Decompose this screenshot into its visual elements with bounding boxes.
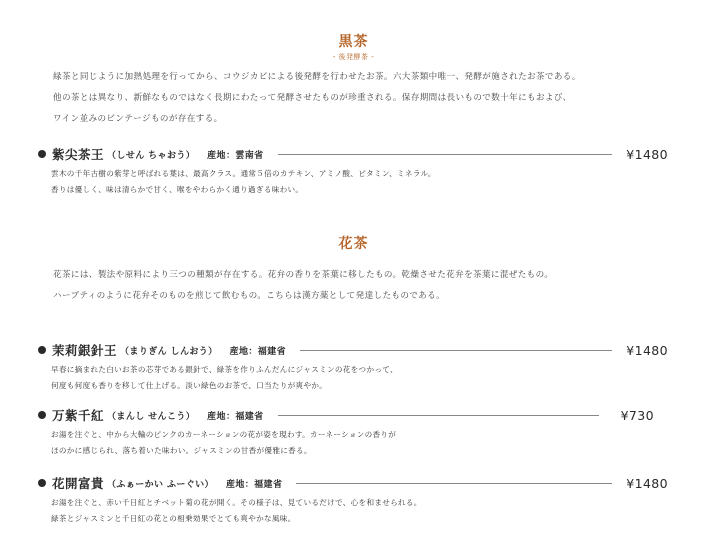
item-name: 紫尖茶王 (52, 147, 105, 162)
description-line: お湯を注ぐと、赤い千日紅とチベット菊の花が開く。その様子は、見ているだけで、心を和ませられる。 (51, 498, 422, 507)
item-origin: 産地：雲南省 (207, 150, 264, 161)
item-reading: （ふぁーかい ふーぐい） (107, 479, 214, 490)
menu-item-manshi-senkou (38, 406, 668, 459)
item-description (51, 495, 668, 527)
item-name: 茉莉銀針王 (52, 343, 118, 358)
menu-item-mari-ginshinou (38, 341, 668, 394)
description-line: 早春に摘まれた白いお茶の芯芽である銀針で、緑茶を作りふんだんにジャスミンの花をつかって、 (51, 365, 398, 374)
item-description (51, 166, 668, 198)
item-reading: （しせん ちゃおう） (107, 150, 196, 161)
bullet-icon (38, 346, 46, 354)
item-description (51, 427, 668, 459)
description-line: ほのかに感じられ、落ち着いた味わい。ジャスミンの甘香が優雅に香る。 (51, 446, 312, 455)
menu-item-fakai-fugui (38, 474, 668, 527)
paragraph-line: ワイン並みのビンテージものが存在する。 (53, 114, 223, 124)
description-line: 緑茶とジャスミンと千日紅の花との相乗効果でとても爽やかな風味。 (51, 514, 296, 523)
item-origin: 産地：福建省 (225, 479, 283, 490)
paragraph-line: 他の茶とは異なり、新鮮なものではなく長期にわたって発酵させたものが珍重される。保存期間は長いもので数十年にもおよび、 (53, 93, 572, 103)
item-origin: 産地：福建省 (207, 411, 264, 422)
dotted-leader-line (278, 154, 613, 155)
section-description-kacha (53, 265, 673, 307)
description-line: お湯を注ぐと、中から大輪のピンクのカーネーションの花が姿を現わす。カーネーションの香りが (51, 430, 397, 439)
section-title-kacha: 花茶 (338, 236, 369, 252)
item-reading: （まんし せんこう） (107, 411, 196, 422)
menu-item-shisen-chaou (38, 145, 668, 198)
paragraph-line: 花茶には、製法や原料により三つの種類が存在する。花弁の香りを茶葉に移したもの。乾燥させた花弁を茶葉に混ぜたもの。 (53, 270, 554, 280)
bullet-icon (38, 411, 46, 419)
bullet-icon (38, 479, 46, 487)
paragraph-line: ハーブティのように花弁そのものを煎じて飲むもの。こちらは漢方薬として発達したものである。 (53, 291, 446, 301)
item-price: ¥1480 (626, 146, 668, 162)
bullet-icon (38, 150, 46, 158)
item-name: 花開富貴 (52, 476, 105, 491)
paragraph-line: 緑茶と同じように加熱処理を行ってから、コウジカビによる後発酵を行わせたお茶。六大茶類中唯一、発酵が施されたお茶である。 (53, 72, 581, 82)
description-line: 雲木の千年古樹の紫芽と呼ばれる葉は、最高クラス。通常５倍のカテキン、アミノ酸、ビタミン、ミネラル。 (51, 169, 436, 178)
description-line: 何度も何度も香りを移して仕上げる。淡い緑色のお茶で、口当たりが爽やか。 (51, 381, 328, 390)
dotted-leader-line (300, 350, 612, 351)
item-price: ¥730 (620, 407, 654, 423)
section-description-kokucha (53, 67, 673, 130)
item-reading: （まりぎん しんおう） (120, 346, 218, 357)
item-price: ¥1480 (626, 475, 668, 491)
item-origin: 産地：福建省 (229, 346, 286, 357)
dotted-leader-line (296, 483, 612, 484)
item-price: ¥1480 (626, 342, 668, 358)
dotted-leader-line (278, 415, 599, 416)
section-title-kokucha: 黒茶 (338, 34, 369, 50)
section-subtitle-kokucha: - 後発酵茶 - (332, 53, 375, 61)
item-name: 万紫千紅 (52, 408, 105, 423)
item-description (51, 362, 668, 394)
description-line: 香りは優しく、味は清らかで甘く、喉をやわらかく通り過ぎる味わい。 (51, 185, 304, 194)
